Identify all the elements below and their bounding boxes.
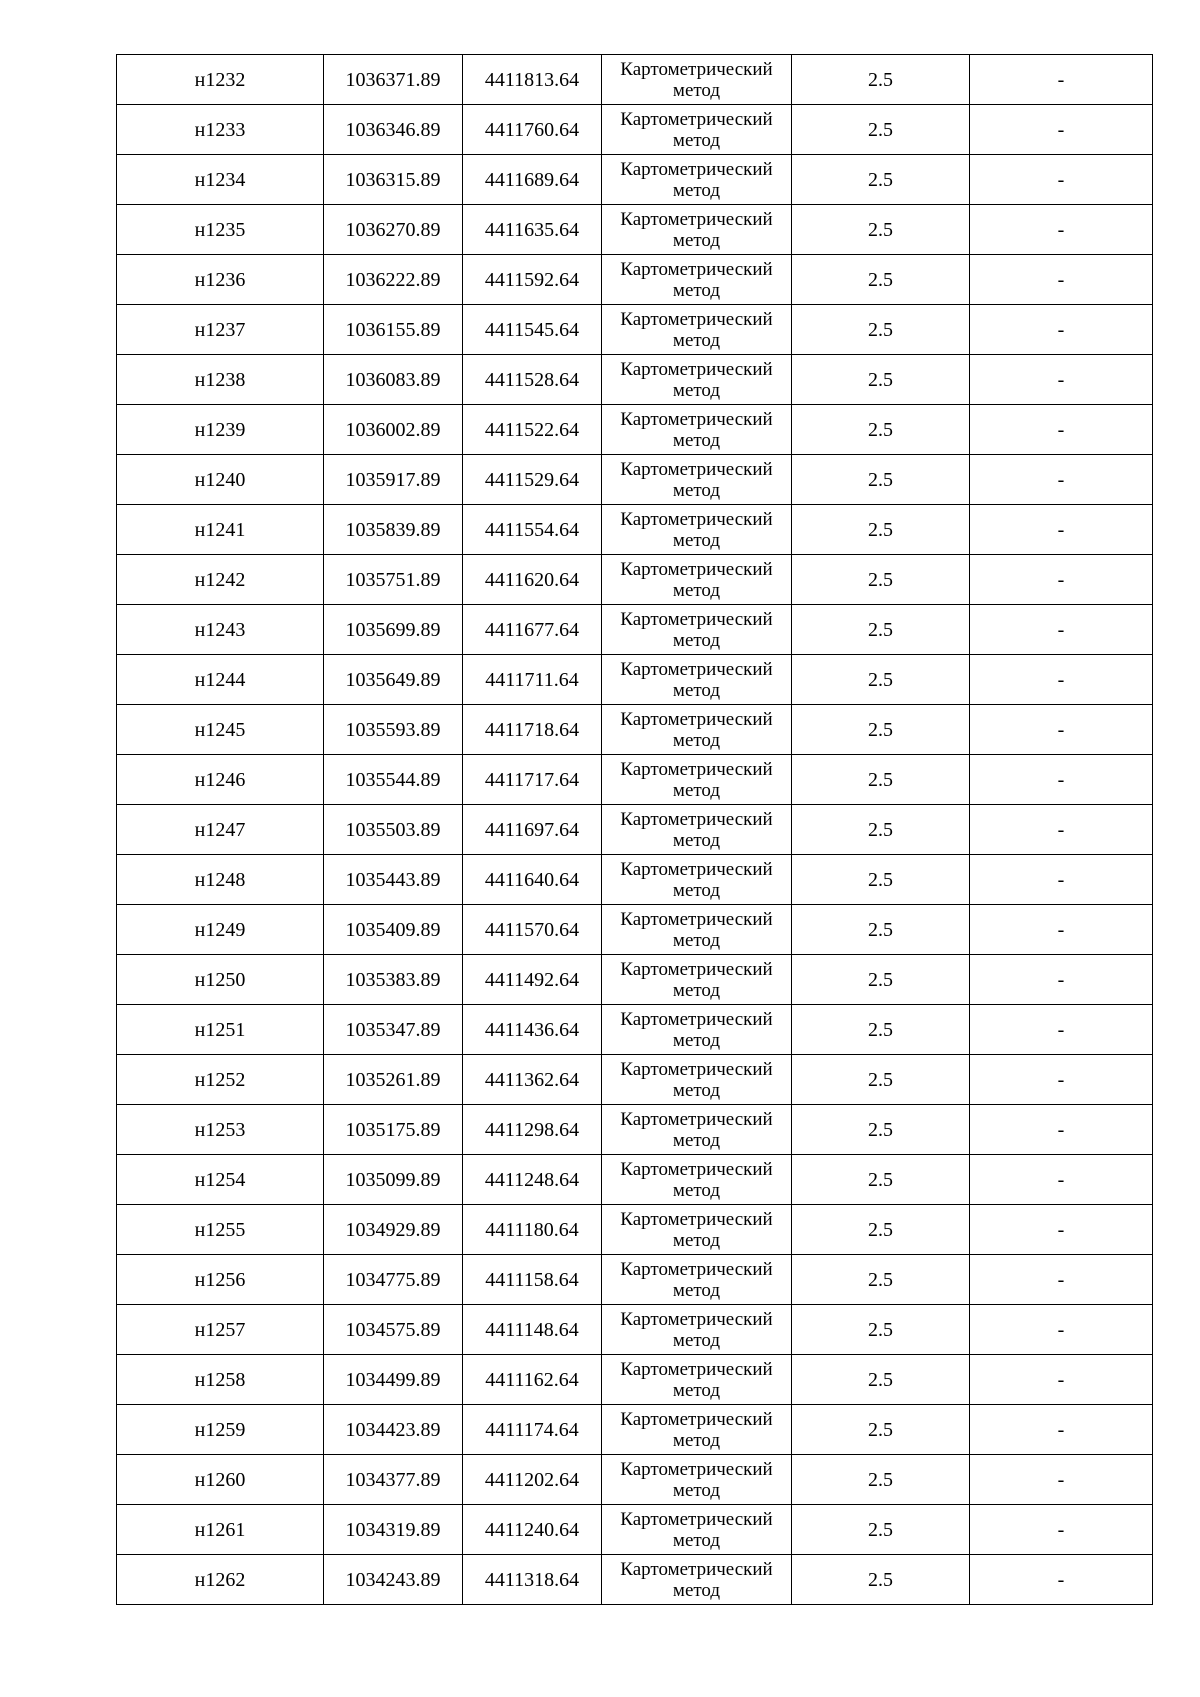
note-cell: - (970, 1205, 1153, 1255)
y-coordinate-cell: 4411689.64 (463, 155, 602, 205)
y-coordinate-cell: 4411202.64 (463, 1455, 602, 1505)
x-coordinate-cell: 1035409.89 (324, 905, 463, 955)
y-coordinate-cell: 4411492.64 (463, 955, 602, 1005)
y-coordinate-cell: 4411436.64 (463, 1005, 602, 1055)
point-number-cell: н1259 (117, 1405, 324, 1455)
y-coordinate-cell: 4411620.64 (463, 555, 602, 605)
accuracy-cell: 2.5 (792, 405, 970, 455)
note-cell: - (970, 405, 1153, 455)
accuracy-cell: 2.5 (792, 1305, 970, 1355)
x-coordinate-cell: 1034575.89 (324, 1305, 463, 1355)
x-coordinate-cell: 1036002.89 (324, 405, 463, 455)
y-coordinate-cell: 4411717.64 (463, 755, 602, 805)
method-cell: Картометрический метод (602, 1255, 792, 1305)
method-cell: Картометрический метод (602, 355, 792, 405)
accuracy-cell: 2.5 (792, 805, 970, 855)
table-row (117, 255, 1153, 305)
accuracy-cell: 2.5 (792, 1055, 970, 1105)
table-row (117, 1005, 1153, 1055)
y-coordinate-cell: 4411545.64 (463, 305, 602, 355)
point-number-cell: н1234 (117, 155, 324, 205)
method-cell: Картометрический метод (602, 555, 792, 605)
table-row (117, 855, 1153, 905)
method-cell: Картометрический метод (602, 1155, 792, 1205)
x-coordinate-cell: 1034775.89 (324, 1255, 463, 1305)
note-cell: - (970, 905, 1153, 955)
table-row (117, 1155, 1153, 1205)
x-coordinate-cell: 1035443.89 (324, 855, 463, 905)
accuracy-cell: 2.5 (792, 955, 970, 1005)
accuracy-cell: 2.5 (792, 1105, 970, 1155)
note-cell: - (970, 1455, 1153, 1505)
accuracy-cell: 2.5 (792, 1205, 970, 1255)
accuracy-cell: 2.5 (792, 655, 970, 705)
table-row (117, 1055, 1153, 1105)
method-cell: Картометрический метод (602, 405, 792, 455)
table-row (117, 55, 1153, 105)
note-cell: - (970, 55, 1153, 105)
accuracy-cell: 2.5 (792, 355, 970, 405)
note-cell: - (970, 1405, 1153, 1455)
table-row (117, 1405, 1153, 1455)
y-coordinate-cell: 4411640.64 (463, 855, 602, 905)
point-number-cell: н1260 (117, 1455, 324, 1505)
method-cell: Картометрический метод (602, 55, 792, 105)
method-cell: Картометрический метод (602, 205, 792, 255)
y-coordinate-cell: 4411362.64 (463, 1055, 602, 1105)
accuracy-cell: 2.5 (792, 455, 970, 505)
accuracy-cell: 2.5 (792, 1005, 970, 1055)
method-cell: Картометрический метод (602, 105, 792, 155)
table-row (117, 605, 1153, 655)
method-cell: Картометрический метод (602, 905, 792, 955)
point-number-cell: н1235 (117, 205, 324, 255)
method-cell: Картометрический метод (602, 1355, 792, 1405)
table-row (117, 505, 1153, 555)
y-coordinate-cell: 4411760.64 (463, 105, 602, 155)
table-row (117, 1105, 1153, 1155)
note-cell: - (970, 1255, 1153, 1305)
note-cell: - (970, 655, 1153, 705)
note-cell: - (970, 705, 1153, 755)
note-cell: - (970, 255, 1153, 305)
point-number-cell: н1258 (117, 1355, 324, 1405)
point-number-cell: н1253 (117, 1105, 324, 1155)
note-cell: - (970, 1005, 1153, 1055)
note-cell: - (970, 755, 1153, 805)
y-coordinate-cell: 4411298.64 (463, 1105, 602, 1155)
method-cell: Картометрический метод (602, 1505, 792, 1555)
accuracy-cell: 2.5 (792, 755, 970, 805)
table-row (117, 1305, 1153, 1355)
method-cell: Картометрический метод (602, 1205, 792, 1255)
table-row (117, 1355, 1153, 1405)
accuracy-cell: 2.5 (792, 505, 970, 555)
y-coordinate-cell: 4411697.64 (463, 805, 602, 855)
table-row (117, 1555, 1153, 1605)
method-cell: Картометрический метод (602, 655, 792, 705)
accuracy-cell: 2.5 (792, 705, 970, 755)
x-coordinate-cell: 1035383.89 (324, 955, 463, 1005)
x-coordinate-cell: 1036346.89 (324, 105, 463, 155)
table-row (117, 705, 1153, 755)
x-coordinate-cell: 1035503.89 (324, 805, 463, 855)
y-coordinate-cell: 4411677.64 (463, 605, 602, 655)
method-cell: Картометрический метод (602, 305, 792, 355)
table-row (117, 555, 1153, 605)
accuracy-cell: 2.5 (792, 1255, 970, 1305)
point-number-cell: н1251 (117, 1005, 324, 1055)
method-cell: Картометрический метод (602, 1055, 792, 1105)
note-cell: - (970, 855, 1153, 905)
note-cell: - (970, 1305, 1153, 1355)
x-coordinate-cell: 1036315.89 (324, 155, 463, 205)
x-coordinate-cell: 1036371.89 (324, 55, 463, 105)
table-row (117, 1455, 1153, 1505)
table-row (117, 205, 1153, 255)
accuracy-cell: 2.5 (792, 855, 970, 905)
accuracy-cell: 2.5 (792, 1405, 970, 1455)
method-cell: Картометрический метод (602, 605, 792, 655)
note-cell: - (970, 955, 1153, 1005)
point-number-cell: н1242 (117, 555, 324, 605)
y-coordinate-cell: 4411318.64 (463, 1555, 602, 1605)
accuracy-cell: 2.5 (792, 1555, 970, 1605)
table-row (117, 155, 1153, 205)
x-coordinate-cell: 1036083.89 (324, 355, 463, 405)
note-cell: - (970, 1055, 1153, 1105)
point-number-cell: н1250 (117, 955, 324, 1005)
accuracy-cell: 2.5 (792, 1155, 970, 1205)
method-cell: Картометрический метод (602, 805, 792, 855)
note-cell: - (970, 305, 1153, 355)
method-cell: Картометрический метод (602, 1555, 792, 1605)
x-coordinate-cell: 1034377.89 (324, 1455, 463, 1505)
accuracy-cell: 2.5 (792, 555, 970, 605)
point-number-cell: н1246 (117, 755, 324, 805)
point-number-cell: н1238 (117, 355, 324, 405)
note-cell: - (970, 805, 1153, 855)
x-coordinate-cell: 1034929.89 (324, 1205, 463, 1255)
point-number-cell: н1262 (117, 1555, 324, 1605)
x-coordinate-cell: 1036270.89 (324, 205, 463, 255)
accuracy-cell: 2.5 (792, 1455, 970, 1505)
y-coordinate-cell: 4411813.64 (463, 55, 602, 105)
note-cell: - (970, 1105, 1153, 1155)
x-coordinate-cell: 1035347.89 (324, 1005, 463, 1055)
table-row (117, 905, 1153, 955)
y-coordinate-cell: 4411635.64 (463, 205, 602, 255)
note-cell: - (970, 605, 1153, 655)
coordinates-table (116, 54, 1153, 1605)
y-coordinate-cell: 4411592.64 (463, 255, 602, 305)
accuracy-cell: 2.5 (792, 905, 970, 955)
table-row (117, 1255, 1153, 1305)
table-row (117, 355, 1153, 405)
y-coordinate-cell: 4411240.64 (463, 1505, 602, 1555)
y-coordinate-cell: 4411554.64 (463, 505, 602, 555)
method-cell: Картометрический метод (602, 1305, 792, 1355)
note-cell: - (970, 1155, 1153, 1205)
point-number-cell: н1237 (117, 305, 324, 355)
table-row (117, 1205, 1153, 1255)
point-number-cell: н1244 (117, 655, 324, 705)
x-coordinate-cell: 1035544.89 (324, 755, 463, 805)
point-number-cell: н1243 (117, 605, 324, 655)
note-cell: - (970, 1505, 1153, 1555)
x-coordinate-cell: 1035099.89 (324, 1155, 463, 1205)
method-cell: Картометрический метод (602, 255, 792, 305)
x-coordinate-cell: 1036155.89 (324, 305, 463, 355)
table-row (117, 805, 1153, 855)
accuracy-cell: 2.5 (792, 105, 970, 155)
note-cell: - (970, 155, 1153, 205)
point-number-cell: н1261 (117, 1505, 324, 1555)
accuracy-cell: 2.5 (792, 305, 970, 355)
x-coordinate-cell: 1034243.89 (324, 1555, 463, 1605)
note-cell: - (970, 555, 1153, 605)
table-row (117, 655, 1153, 705)
point-number-cell: н1240 (117, 455, 324, 505)
table-row (117, 305, 1153, 355)
x-coordinate-cell: 1035175.89 (324, 1105, 463, 1155)
accuracy-cell: 2.5 (792, 205, 970, 255)
point-number-cell: н1241 (117, 505, 324, 555)
x-coordinate-cell: 1035593.89 (324, 705, 463, 755)
y-coordinate-cell: 4411248.64 (463, 1155, 602, 1205)
y-coordinate-cell: 4411711.64 (463, 655, 602, 705)
method-cell: Картометрический метод (602, 955, 792, 1005)
x-coordinate-cell: 1035839.89 (324, 505, 463, 555)
x-coordinate-cell: 1034319.89 (324, 1505, 463, 1555)
coordinates-table-body (117, 55, 1153, 1605)
y-coordinate-cell: 4411148.64 (463, 1305, 602, 1355)
table-row (117, 955, 1153, 1005)
point-number-cell: н1245 (117, 705, 324, 755)
note-cell: - (970, 505, 1153, 555)
x-coordinate-cell: 1035699.89 (324, 605, 463, 655)
note-cell: - (970, 1355, 1153, 1405)
point-number-cell: н1254 (117, 1155, 324, 1205)
table-row (117, 105, 1153, 155)
y-coordinate-cell: 4411522.64 (463, 405, 602, 455)
method-cell: Картометрический метод (602, 455, 792, 505)
point-number-cell: н1233 (117, 105, 324, 155)
x-coordinate-cell: 1034499.89 (324, 1355, 463, 1405)
y-coordinate-cell: 4411158.64 (463, 1255, 602, 1305)
table-row (117, 755, 1153, 805)
note-cell: - (970, 355, 1153, 405)
x-coordinate-cell: 1035261.89 (324, 1055, 463, 1105)
point-number-cell: н1252 (117, 1055, 324, 1105)
method-cell: Картометрический метод (602, 1005, 792, 1055)
accuracy-cell: 2.5 (792, 1355, 970, 1405)
y-coordinate-cell: 4411180.64 (463, 1205, 602, 1255)
point-number-cell: н1232 (117, 55, 324, 105)
y-coordinate-cell: 4411718.64 (463, 705, 602, 755)
y-coordinate-cell: 4411529.64 (463, 455, 602, 505)
accuracy-cell: 2.5 (792, 605, 970, 655)
point-number-cell: н1255 (117, 1205, 324, 1255)
point-number-cell: н1256 (117, 1255, 324, 1305)
note-cell: - (970, 455, 1153, 505)
x-coordinate-cell: 1035917.89 (324, 455, 463, 505)
method-cell: Картометрический метод (602, 1105, 792, 1155)
y-coordinate-cell: 4411174.64 (463, 1405, 602, 1455)
point-number-cell: н1236 (117, 255, 324, 305)
method-cell: Картометрический метод (602, 755, 792, 805)
accuracy-cell: 2.5 (792, 255, 970, 305)
point-number-cell: н1248 (117, 855, 324, 905)
table-row (117, 455, 1153, 505)
point-number-cell: н1249 (117, 905, 324, 955)
y-coordinate-cell: 4411528.64 (463, 355, 602, 405)
accuracy-cell: 2.5 (792, 1505, 970, 1555)
method-cell: Картометрический метод (602, 705, 792, 755)
method-cell: Картометрический метод (602, 155, 792, 205)
table-row (117, 1505, 1153, 1555)
x-coordinate-cell: 1036222.89 (324, 255, 463, 305)
point-number-cell: н1257 (117, 1305, 324, 1355)
point-number-cell: н1247 (117, 805, 324, 855)
accuracy-cell: 2.5 (792, 155, 970, 205)
note-cell: - (970, 105, 1153, 155)
method-cell: Картометрический метод (602, 1405, 792, 1455)
x-coordinate-cell: 1035751.89 (324, 555, 463, 605)
method-cell: Картометрический метод (602, 505, 792, 555)
note-cell: - (970, 205, 1153, 255)
accuracy-cell: 2.5 (792, 55, 970, 105)
table-row (117, 405, 1153, 455)
method-cell: Картометрический метод (602, 1455, 792, 1505)
y-coordinate-cell: 4411162.64 (463, 1355, 602, 1405)
x-coordinate-cell: 1035649.89 (324, 655, 463, 705)
method-cell: Картометрический метод (602, 855, 792, 905)
x-coordinate-cell: 1034423.89 (324, 1405, 463, 1455)
point-number-cell: н1239 (117, 405, 324, 455)
y-coordinate-cell: 4411570.64 (463, 905, 602, 955)
note-cell: - (970, 1555, 1153, 1605)
